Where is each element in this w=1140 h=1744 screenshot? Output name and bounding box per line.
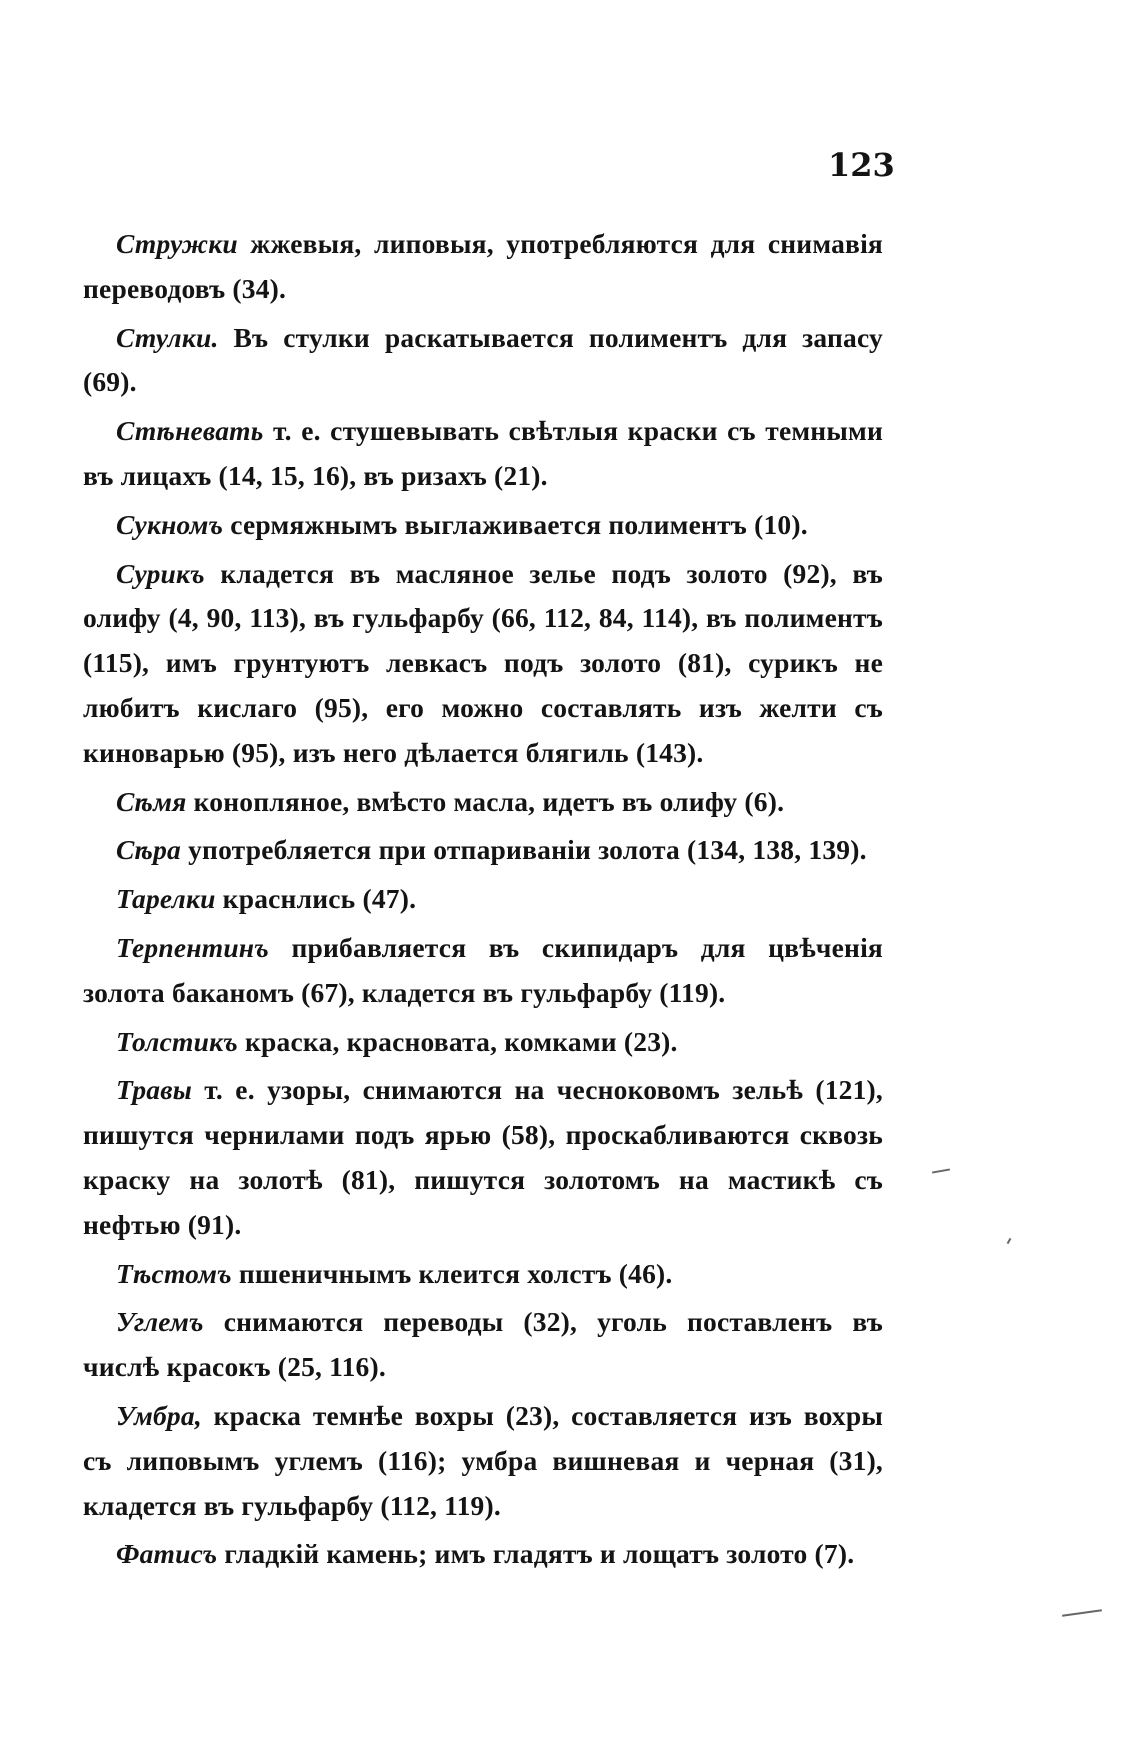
entry-text: употребляется при отпариваніи золота (134, 138, 139). [181, 834, 867, 866]
entry-text: жжевыя, липовыя, употребляются для снимавія переводовъ (34). [83, 228, 883, 304]
entry-term: Стружки [116, 228, 238, 259]
entry-term: Терпентинъ [116, 931, 269, 963]
entry-text: гладкій камень; имъ гладятъ и лощатъ золото (7). [217, 1538, 855, 1570]
index-entry-uglem [83, 1300, 883, 1390]
index-entry-surik [83, 552, 883, 776]
stray-ink-mark [1062, 1609, 1102, 1617]
entry-term: Тѣстомъ [116, 1257, 232, 1289]
index-entry-travy [83, 1068, 883, 1247]
index-entry-sera [83, 828, 883, 873]
index-entry-struzhki [83, 222, 883, 312]
entry-term: Травы [116, 1074, 192, 1106]
index-entry-tolstik [83, 1020, 883, 1065]
index-entry-fatis [83, 1532, 883, 1577]
entry-text: Въ стулки раскатывается полиментъ для запасу (69). [83, 321, 883, 398]
entry-text: т. е. узоры, снимаются на чесноковомъ зельѣ (121), пишутся чернилами подъ ярью (58), проскабливаются сквозь краску на золотѣ (81), пишутся золотомъ на мастикѣ съ нефтью (91). [83, 1074, 883, 1240]
entry-term: Умбра, [116, 1399, 202, 1431]
entry-term: Сѣра [116, 834, 181, 866]
entry-text: кладется въ масляное зелье подъ золото (92), въ олифу (4, 90, 113), въ гульфарбу (66, 112, 84, 114), въ полиментъ (115), имъ грунтуютъ левкасъ подъ золото (81), сурикъ не любитъ кислаго (95), его можно составлять изъ желти съ киноварью (95), изъ него дѣлается блягиль (143). [83, 557, 883, 768]
entry-text: снимаются переводы (32), уголь поставленъ въ числѣ красокъ (25, 116). [83, 1306, 883, 1383]
entry-term: Сурикъ [116, 557, 205, 589]
entry-text: краснлись (47). [215, 883, 417, 915]
entry-text: краска темнѣе вохры (23), составляется изъ вохры съ липовымъ углемъ (116); умбра вишневая и черная (31), кладется въ гульфарбу (112, 119). [83, 1399, 883, 1521]
entry-term: Стулки. [116, 321, 219, 353]
index-entry-testom [83, 1252, 883, 1297]
entry-text: краска, красновата, комками (23). [237, 1025, 678, 1057]
entry-term: Фатисъ [116, 1538, 218, 1570]
entry-term: Углемъ [116, 1306, 204, 1338]
index-entry-tarelki [83, 877, 883, 922]
entry-term: Стѣневать [116, 415, 264, 447]
index-entry-stenevat [83, 409, 883, 499]
stray-ink-mark [1007, 1238, 1012, 1244]
stray-ink-mark [932, 1168, 950, 1173]
page-number: 123 [828, 146, 895, 184]
entry-term: Сѣмя [116, 785, 187, 817]
index-entry-umbra [83, 1394, 883, 1528]
index-entry-stulki [83, 316, 883, 406]
index-entries [83, 222, 883, 1581]
entry-text: пшеничнымъ клеится холстъ (46). [231, 1257, 673, 1289]
index-entry-suknom [83, 503, 883, 548]
entry-text: конопляное, вмѣсто масла, идетъ въ олифу (6). [186, 785, 785, 817]
entry-text: сермяжнымъ выглаживается полиментъ (10). [223, 508, 808, 540]
entry-text: прибавляется въ скипидаръ для цвѣченія золота баканомъ (67), кладется въ гульфарбу (119). [83, 931, 883, 1008]
index-entry-terpentin [83, 926, 883, 1016]
entry-text: т. е. стушевывать свѣтлыя краски съ темными въ лицахъ (14, 15, 16), въ ризахъ (21). [83, 415, 883, 491]
index-entry-semya [83, 780, 883, 825]
entry-term: Толстикъ [116, 1025, 238, 1057]
entry-term: Сукномъ [116, 508, 224, 540]
entry-term: Тарелки [116, 883, 216, 915]
